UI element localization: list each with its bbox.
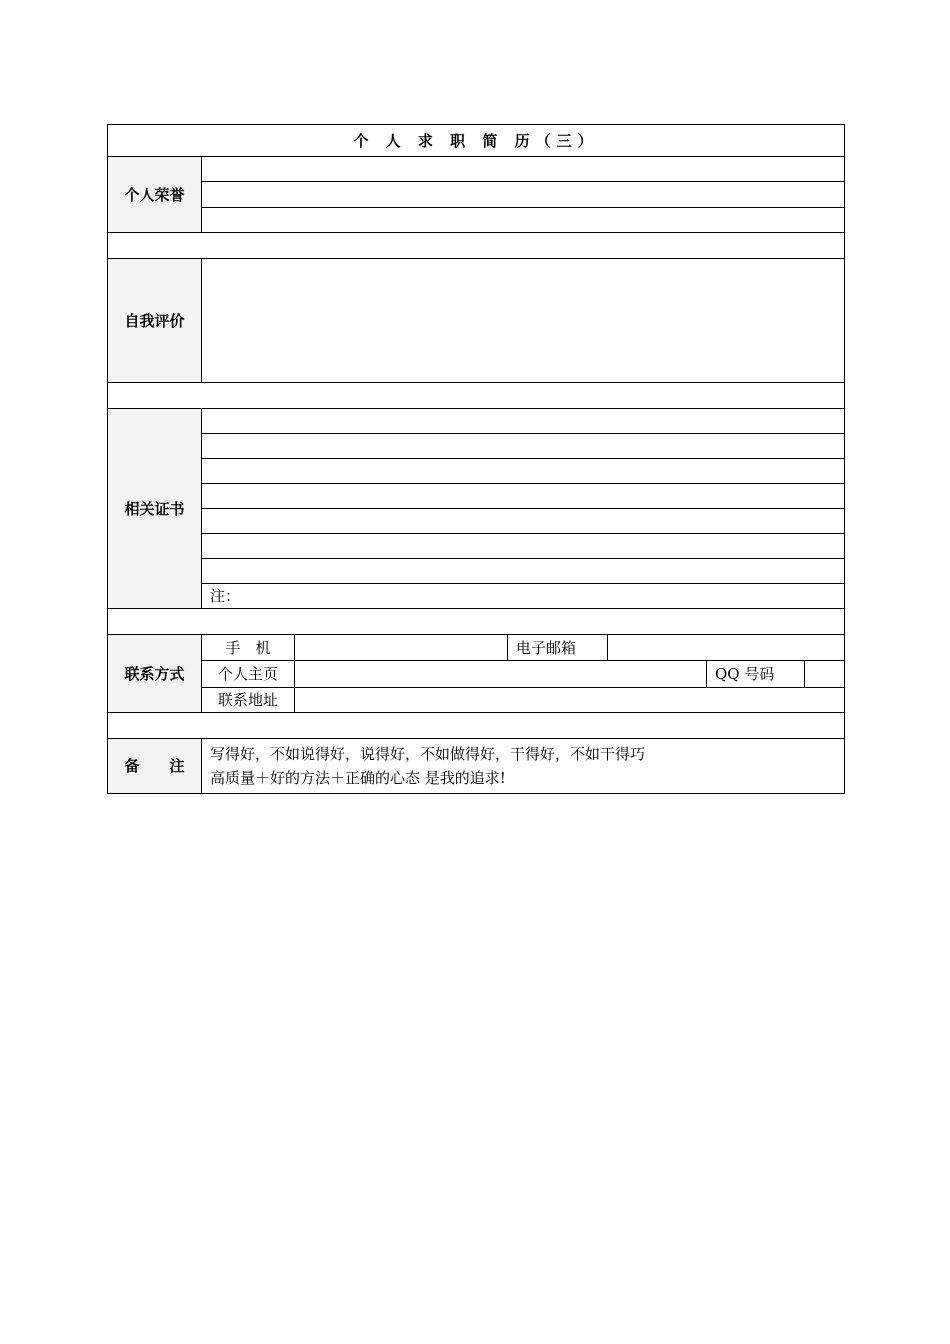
spacer-row — [108, 609, 845, 635]
certificates-label: 相关证书 — [108, 409, 202, 609]
resume-table — [107, 124, 845, 794]
certificate-row-3[interactable] — [202, 459, 845, 484]
qq-label: QQ 号码 — [707, 661, 805, 687]
certificate-row-7[interactable] — [202, 559, 845, 584]
certificate-row-5[interactable] — [202, 509, 845, 534]
phone-field[interactable] — [295, 635, 508, 661]
certificate-note: 注： — [202, 584, 845, 609]
contact-label: 联系方式 — [108, 635, 202, 713]
qq-field[interactable] — [805, 661, 844, 687]
resume-sheet — [107, 124, 844, 794]
phone-label: 手 机 — [202, 635, 295, 661]
self-evaluation-label: 自我评价 — [108, 259, 202, 383]
homepage-label: 个人主页 — [202, 661, 295, 688]
remarks-line-1: 写得好，不如说得好，说得好，不如做得好，干得好，不如干得巧 — [210, 745, 646, 763]
certificate-row-2[interactable] — [202, 434, 845, 459]
email-label: 电子邮箱 — [508, 635, 608, 661]
honors-label: 个人荣誉 — [108, 157, 202, 233]
homepage-field[interactable] — [295, 661, 707, 688]
remarks-label: 备 注 — [108, 739, 202, 794]
page-title: 个 人 求 职 简 历（三） — [108, 125, 845, 157]
honors-row-1[interactable] — [202, 157, 845, 182]
address-label: 联系地址 — [202, 688, 295, 713]
qq-cell — [707, 661, 845, 688]
spacer-row — [108, 383, 845, 409]
remarks-field[interactable] — [202, 739, 845, 794]
certificate-row-4[interactable] — [202, 484, 845, 509]
address-field[interactable] — [295, 688, 845, 713]
certificate-row-1[interactable] — [202, 409, 845, 434]
remarks-line-2: 高质量＋好的方法＋正确的心态 是我的追求! — [210, 769, 506, 787]
honors-row-3[interactable] — [202, 208, 845, 233]
certificate-row-6[interactable] — [202, 534, 845, 559]
honors-row-2[interactable] — [202, 182, 845, 208]
email-field[interactable] — [608, 635, 845, 661]
spacer-row — [108, 233, 845, 259]
self-evaluation-field[interactable] — [202, 259, 845, 383]
spacer-row — [108, 713, 845, 739]
